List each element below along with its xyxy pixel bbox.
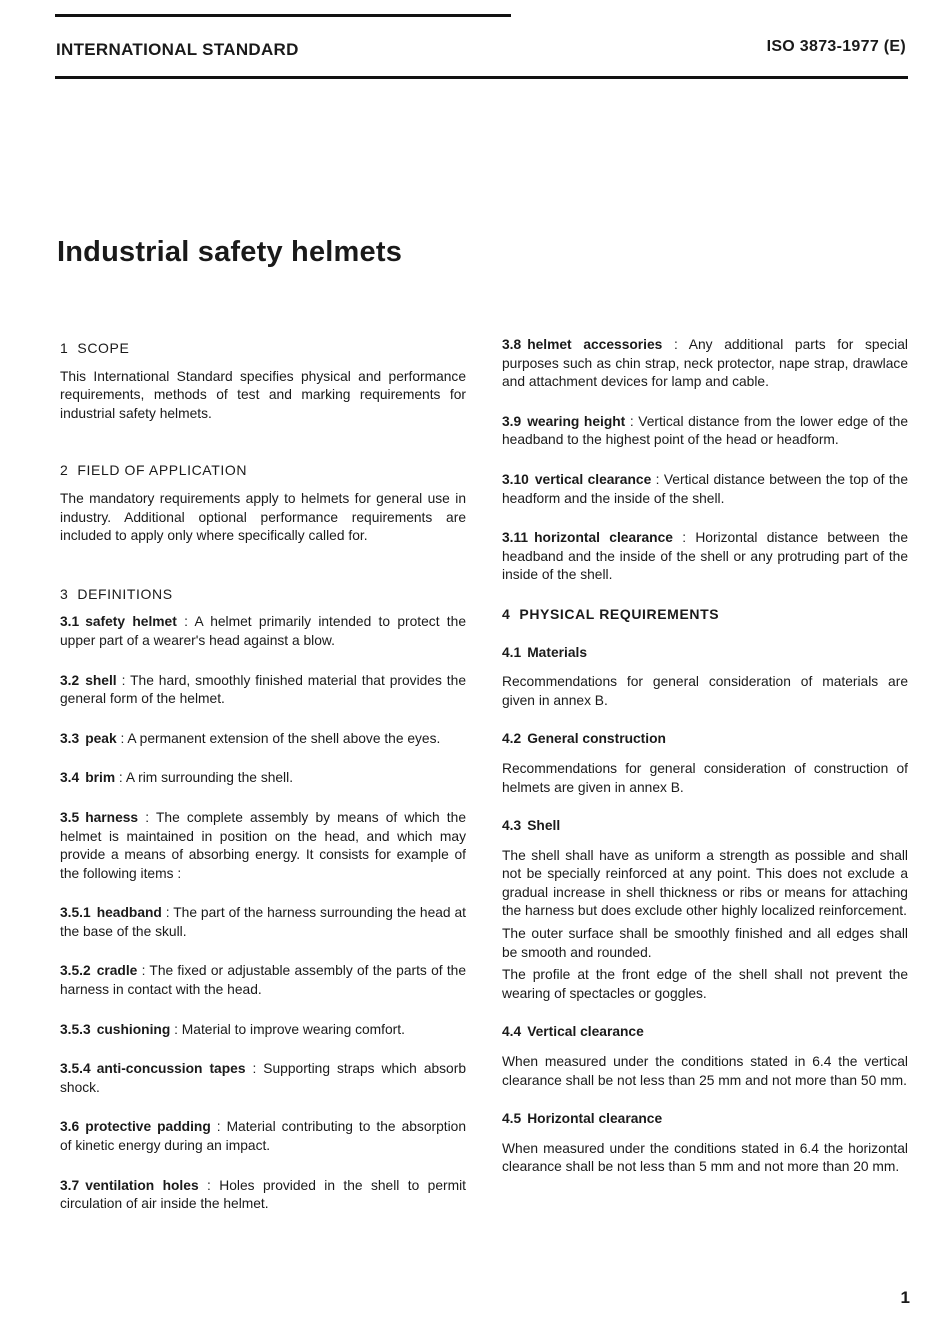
scope-text: This International Standard specifies physical and performance requirements, methods of test and marking requirements for industrial safety helmets. — [60, 368, 466, 421]
shell-text: The shell shall have as uniform a strength as possible and shall not be specially reinforced at any point. This does not exclude a gradual increase in shell thickness or ribs or means for attaching the harness but does exclude other highly localized reinforcement. — [502, 847, 908, 919]
section-heading: 4 PHYSICAL REQUIREMENTS — [502, 605, 720, 622]
definition-item: 3.1 safety helmet : A helmet primarily intended to protect the upper part of a wearer's head against a blow. — [60, 614, 466, 648]
header-rule — [55, 76, 908, 79]
definition-item: 3.11 horizontal clearance : Horizontal distance between the headband and the inside of the shell or any protruding part of the inside of the shell. — [502, 530, 909, 583]
definition-item: 3.6 protective padding : Material contributing to the absorption of kinetic energy during an impact. — [60, 1119, 467, 1154]
definition-item: 3.7 ventilation holes : Holes provided in the shell to permit circulation of air inside the helmet. — [60, 1177, 467, 1212]
top-rule — [55, 14, 511, 17]
subsection-heading: 4.5 Horizontal clearance — [502, 1111, 663, 1127]
definition-item: 3.2 shell : The hard, smoothly finished material that provides the general form of the helmet. — [60, 672, 466, 707]
document-title: Industrial safety helmets — [57, 236, 403, 268]
subsection-heading: 4.4 Vertical clearance — [502, 1024, 644, 1040]
shell-text: The profile at the front edge of the shell shall not prevent the wearing of spectacles or goggles. — [502, 967, 908, 1001]
standard-number: ISO 3873-1977 (E) — [766, 38, 906, 55]
left-column — [60, 336, 466, 1214]
right-column — [502, 336, 908, 1177]
section-heading: 3 DEFINITIONS — [60, 585, 173, 602]
subsection-heading: 4.2 General construction — [502, 731, 666, 747]
construction-text: Recommendations for general consideration of construction of helmets are given in annex B. — [502, 760, 908, 795]
definition-item: 3.5 harness : The complete assembly by means of which the helmet is maintained in position on the head, and which may provide a means of absorbing energy. It consists for example of the following items : — [60, 809, 466, 881]
document-type-label: INTERNATIONAL STANDARD — [56, 40, 299, 59]
shell-text: The outer surface shall be smoothly finished and all edges shall be smooth and rounded. — [502, 926, 908, 960]
definition-item: 3.4 brim : A rim surrounding the shell. — [60, 770, 294, 786]
definition-item: 3.5.3 cushioning : Material to improve wearing comfort. — [60, 1021, 405, 1037]
section-heading: 1 SCOPE — [60, 340, 130, 356]
vertical-clearance-text: When measured under the conditions stated in 6.4 the vertical clearance shall be not less than 25 mm and not more than 50 mm. — [502, 1054, 908, 1088]
definition-item: 3.10 vertical clearance : Vertical distance between the top of the headform and the inside of the shell. — [502, 471, 909, 506]
definition-item: 3.9 wearing height : Vertical distance from the lower edge of the headband to the highest point of the head or headform. — [502, 413, 909, 448]
definition-item: 3.8 helmet accessories : Any additional parts for special purposes such as chin strap, neck protector, nape strap, drawlace and attachment devices for lamp and cable. — [502, 337, 908, 390]
definition-item: 3.5.1 headband : The part of the harness surrounding the head at the base of the skull. — [60, 905, 466, 939]
page-number: 1 — [900, 1288, 910, 1307]
definition-item: 3.5.4 anti-concussion tapes : Supporting straps which absorb shock. — [60, 1061, 466, 1095]
subsection-heading: 4.1 Materials — [502, 644, 588, 660]
subsection-heading: 4.3 Shell — [502, 818, 561, 834]
field-text: The mandatory requirements apply to helmets for general use in industry. Additional optional performance requirements are included to apply only where specifically called for. — [60, 490, 466, 544]
section-heading: 2 FIELD OF APPLICATION — [60, 462, 248, 479]
definition-item: 3.3 peak : A permanent extension of the shell above the eyes. — [60, 730, 441, 746]
materials-text: Recommendations for general consideration of materials are given in annex B. — [502, 674, 908, 708]
definition-item: 3.5.2 cradle : The fixed or adjustable assembly of the parts of the harness in contact with the head. — [60, 963, 466, 998]
horizontal-clearance-text: When measured under the conditions stated in 6.4 the horizontal clearance shall be not less than 5 mm and not more than 20 mm. — [502, 1140, 908, 1175]
